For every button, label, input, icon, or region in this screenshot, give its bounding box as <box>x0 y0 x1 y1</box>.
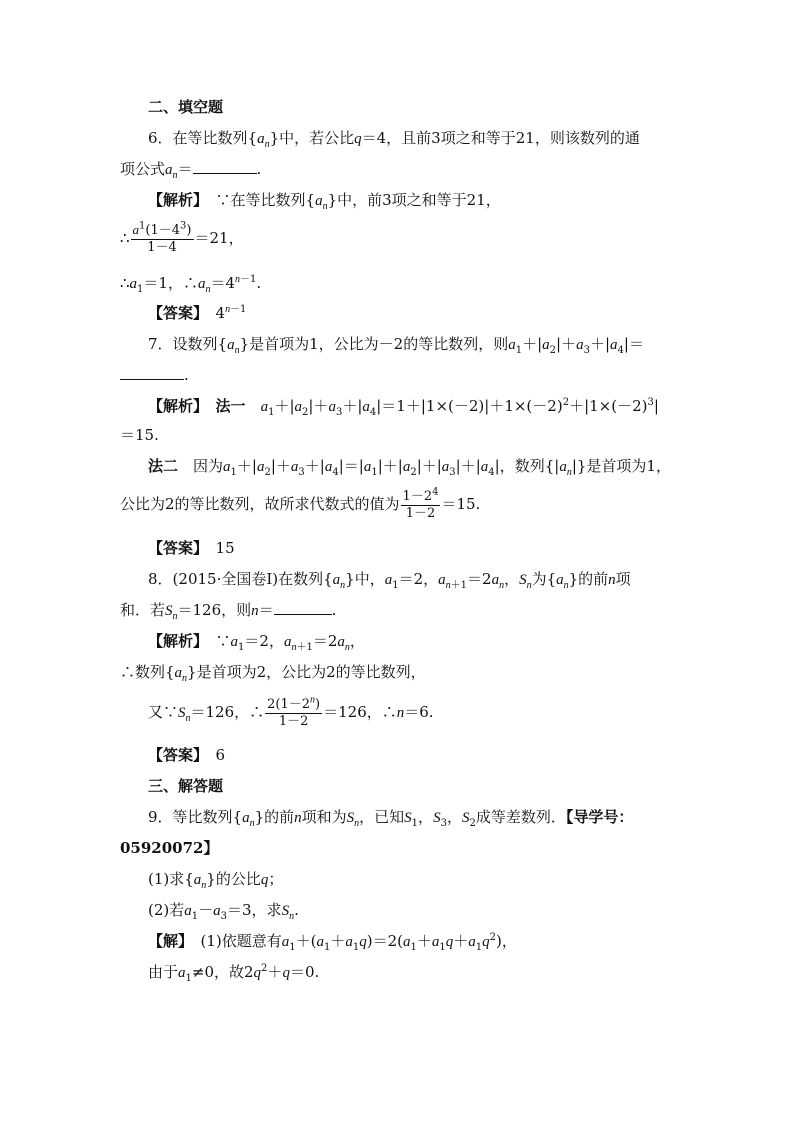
q6-equation: ∴ $\frac{a^1(1-4^3)}{1-4}$ ＝21， <box>120 220 244 255</box>
q9-step2: 由于$a_1\ne 0$，故$2q^2+q=0$. <box>148 963 320 984</box>
analysis-tag: 【解析】 <box>148 632 201 650</box>
q7-method2-line2 <box>120 484 480 524</box>
q8-answer-blank[interactable] <box>274 599 332 615</box>
q7-frac-suffix: ＝15. <box>441 495 481 513</box>
q9-solution: 【解】 (1)依题意有$a_1+(a_1+a_1q)=2(a_1+a_1q+a_1q^2)$， <box>148 932 517 953</box>
q8-answer-value: 6 <box>215 746 226 764</box>
q8-analysis: 【解析】 $\because a_1=2$，$a_{n+1}=2a_n$， <box>148 632 365 653</box>
q7-method2-label: 法二 <box>148 457 179 475</box>
answer-tag: 【答案】 <box>148 746 201 764</box>
q6-step2: $\therefore a_1=1$，$\therefore a_n=4^{n-1}$. <box>120 274 262 295</box>
solution-tag: 【解】 <box>148 932 186 950</box>
q6-fraction: $\frac{a^1(1-4^3)}{1-4}$ <box>132 220 192 255</box>
q7-answer-blank[interactable] <box>120 364 184 380</box>
analysis-tag: 【解析】 <box>148 191 201 209</box>
answer-tag: 【答案】 <box>148 304 201 322</box>
q8-fraction: $\frac{2(1-2^n)}{1-2}$ <box>267 694 321 729</box>
q7-answer-value: 15 <box>215 539 235 557</box>
q6-answer: 【答案】 $4^{n-1}$ <box>148 304 247 322</box>
q7-line1: 7．设数列$\{a_n\}$是首项为1，公比为－2的等比数列，则$a_1+|a_2|+a_3+|a_4|=$ <box>148 335 644 356</box>
q7-method1-label: 法一 <box>215 397 246 415</box>
q6-line1: 6．在等比数列$\{a_n\}$中，若公比q＝4，且前3项之和等于21，则该数列的通 <box>148 129 640 150</box>
q7-method1-end: ＝15. <box>120 426 159 444</box>
q8-line1: 8．(2015·全国卷Ⅰ)在数列$\{a_n\}$中，$a_1=2$，$a_{n+1}=2a_n$，$S_n$为$\{a_n\}$的前n项 <box>148 570 631 591</box>
q6-answer-blank[interactable] <box>193 158 257 174</box>
q9-line2: 05920072】 <box>120 839 219 857</box>
analysis-tag: 【解析】 <box>148 397 201 415</box>
q7-method2: 法二 因为$a_1+|a_2|+a_3+|a_4|=|a_1|+|a_2|+|a_3|+|a_4|$，数列$\{|a_n|\}$是首项为1， <box>148 457 671 478</box>
q7-method2-prefix: 公比为2的等比数列，故所求代数式的值为 <box>120 495 400 513</box>
q8-answer <box>148 744 225 766</box>
q7-method1: 【解析】 法一 $a_1+|a_2|+a_3+|a_4|=1+|1\times(-2)|+1\times(-2)^2+|1\times(-2)^3|$ <box>148 397 659 418</box>
q7-line2: . <box>120 364 189 386</box>
section-heading-fill-blank: 二、填空题 <box>148 98 224 116</box>
answer-tag: 【答案】 <box>148 539 201 557</box>
q7-answer <box>148 537 235 559</box>
q7-fraction: $\frac{1-2^4}{1-2}$ <box>402 486 439 521</box>
q9-part2: (2)若$a_1-a_3=3$，求$S_n$. <box>148 901 299 922</box>
q8-step3: 又$\because S_n=126$，∴ $\frac{2(1-2^n)}{1-2}$ ＝126，∴n＝6. <box>148 694 434 729</box>
q9-part1: (1)求$\{a_n\}$的公比q； <box>148 870 284 891</box>
q6-line2: 项公式$a_n=$ . <box>120 160 262 181</box>
q6-analysis: 【解析】 ∵在等比数列$\{a_n\}$中，前3项之和等于21， <box>148 191 501 212</box>
q9-line1: 9．等比数列$\{a_n\}$的前n项和为$S_n$，已知$S_1$，$S_3$，$S_2$成等差数列．【导学号： <box>148 808 634 829</box>
q8-step2: ∴数列$\{a_n\}$是首项为2，公比为2的等比数列， <box>120 663 426 684</box>
section-heading-answer: 三、解答题 <box>148 777 224 795</box>
q8-line2: 和．若$S_n=126$，则n＝ . <box>120 601 337 622</box>
